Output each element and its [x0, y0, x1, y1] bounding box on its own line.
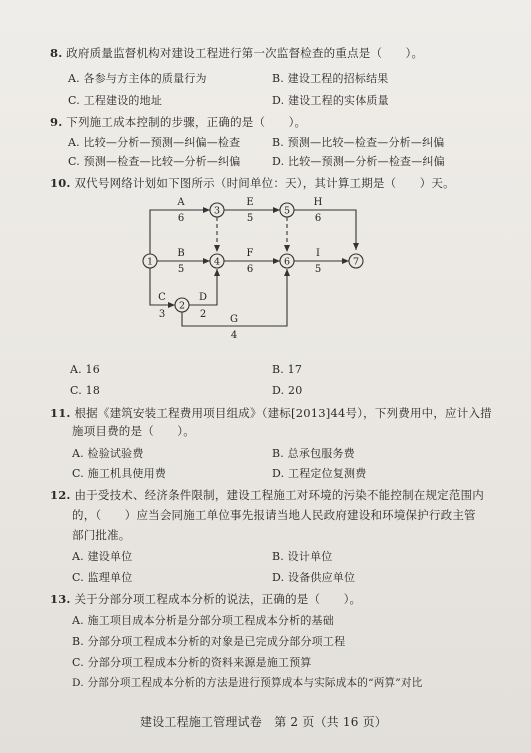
q13-option-b: B. 分部分项工程成本分析的对象是已完成分部分项工程 — [72, 635, 346, 648]
q10-option-d: D. 20 — [272, 384, 303, 397]
question-number: 13. — [50, 592, 71, 606]
node-3-label: 3 — [213, 205, 221, 217]
activity-i-duration: 5 — [314, 264, 322, 275]
activity-e-name: E — [246, 197, 254, 208]
page-footer: 建设工程施工管理试卷 第 2 页（共 16 页） — [140, 715, 387, 729]
question-text: 由于受技术、经济条件限制，建设工程施工对环境的污染不能控制在规定范围内 — [74, 488, 484, 502]
question-text: 根据《建筑安装工程费用项目组成》（建标[2013]44号），下列费用中，应计入措 — [74, 406, 492, 420]
activity-d-duration: 2 — [199, 309, 207, 320]
activity-f-name: F — [246, 248, 254, 259]
question-text: 下列施工成本控制的步骤，正确的是（ ）。 — [66, 115, 307, 129]
question-11-stem-cont: 施项目费的是（ ）。 — [72, 424, 195, 438]
question-12-stem-cont: 部门批准。 — [72, 528, 131, 542]
question-number: 8. — [50, 46, 63, 60]
q12-option-a: A. 建设单位 — [72, 550, 133, 563]
question-number: 11. — [50, 406, 71, 420]
question-text: 政府质量监督机构对建设工程进行第一次监督检查的重点是（ ）。 — [66, 46, 424, 60]
activity-h-arrow — [294, 210, 356, 250]
q11-option-a: A. 检验试验费 — [72, 447, 144, 460]
q8-option-b: B. 建设工程的招标结果 — [272, 72, 389, 85]
q12-option-d: D. 设备供应单位 — [272, 571, 356, 584]
q11-option-d: D. 工程定位复测费 — [272, 467, 367, 480]
activity-c-name: C — [158, 292, 166, 303]
q9-option-d: D. 比较—预测—分析—检查—纠偏 — [272, 155, 445, 168]
node-4-label: 4 — [213, 256, 221, 268]
activity-e-duration: 5 — [246, 213, 254, 224]
activity-g-duration: 4 — [230, 330, 238, 341]
activity-b-duration: 5 — [177, 264, 185, 275]
activity-h-name: H — [313, 197, 323, 208]
activity-g-name: G — [230, 314, 238, 325]
q8-option-d: D. 建设工程的实体质量 — [272, 94, 389, 107]
q13-option-c: C. 分部分项工程成本分析的资料来源是施工预算 — [72, 656, 312, 669]
q8-option-c: C. 工程建设的地址 — [68, 94, 163, 107]
q13-option-d: D. 分部分项工程成本分析的方法是进行预算成本与实际成本的“两算”对比 — [72, 677, 423, 689]
activity-b-name: B — [177, 248, 185, 259]
q11-option-c: C. 施工机具使用费 — [72, 467, 167, 480]
question-text: 关于分部分项工程成本分析的说法，正确的是（ ）。 — [74, 592, 362, 606]
node-5-label: 5 — [283, 205, 291, 217]
q10-option-a: A. 16 — [70, 363, 100, 376]
question-number: 9. — [50, 115, 63, 129]
q12-option-c: C. 监理单位 — [72, 571, 133, 584]
activity-f-duration: 6 — [246, 264, 254, 275]
activity-a-duration: 6 — [177, 213, 185, 224]
question-12-stem-cont: 的，（ ）应当会同施工单位事先报请当地人民政府建设和环境保护行政主管 — [72, 508, 476, 522]
activity-i-name: I — [316, 248, 320, 259]
question-13-stem — [50, 591, 361, 607]
question-number: 12. — [50, 488, 71, 502]
q8-option-a: A. 各参与方主体的质量行为 — [68, 72, 207, 85]
node-6-label: 6 — [283, 256, 291, 268]
q10-option-c: C. 18 — [70, 384, 101, 397]
question-11-stem — [50, 405, 492, 421]
node-2-label: 2 — [178, 300, 186, 312]
node-1-label: 1 — [146, 256, 154, 268]
question-12-stem — [50, 487, 484, 503]
node-7-label: 7 — [352, 256, 360, 268]
q9-option-b: B. 预测—比较—检查—分析—纠偏 — [272, 136, 445, 149]
activity-c-duration: 3 — [158, 309, 166, 320]
activity-d-name: D — [198, 292, 208, 303]
activity-a-name: A — [177, 197, 185, 208]
question-number: 10. — [50, 176, 71, 190]
q9-option-c: C. 预测—检查—比较—分析—纠偏 — [68, 155, 241, 168]
q13-option-a: A. 施工项目成本分析是分部分项工程成本分析的基础 — [72, 614, 334, 627]
activity-h-duration: 6 — [314, 213, 322, 224]
question-text: 双代号网络计划如下图所示（时间单位：天），其计算工期是（ ）天。 — [74, 176, 455, 190]
q12-option-b: B. 设计单位 — [272, 550, 333, 563]
q10-option-b: B. 17 — [272, 363, 303, 376]
q9-option-a: A. 比较—分析—预测—纠偏—检查 — [68, 136, 241, 149]
q11-option-b: B. 总承包服务费 — [272, 447, 355, 460]
